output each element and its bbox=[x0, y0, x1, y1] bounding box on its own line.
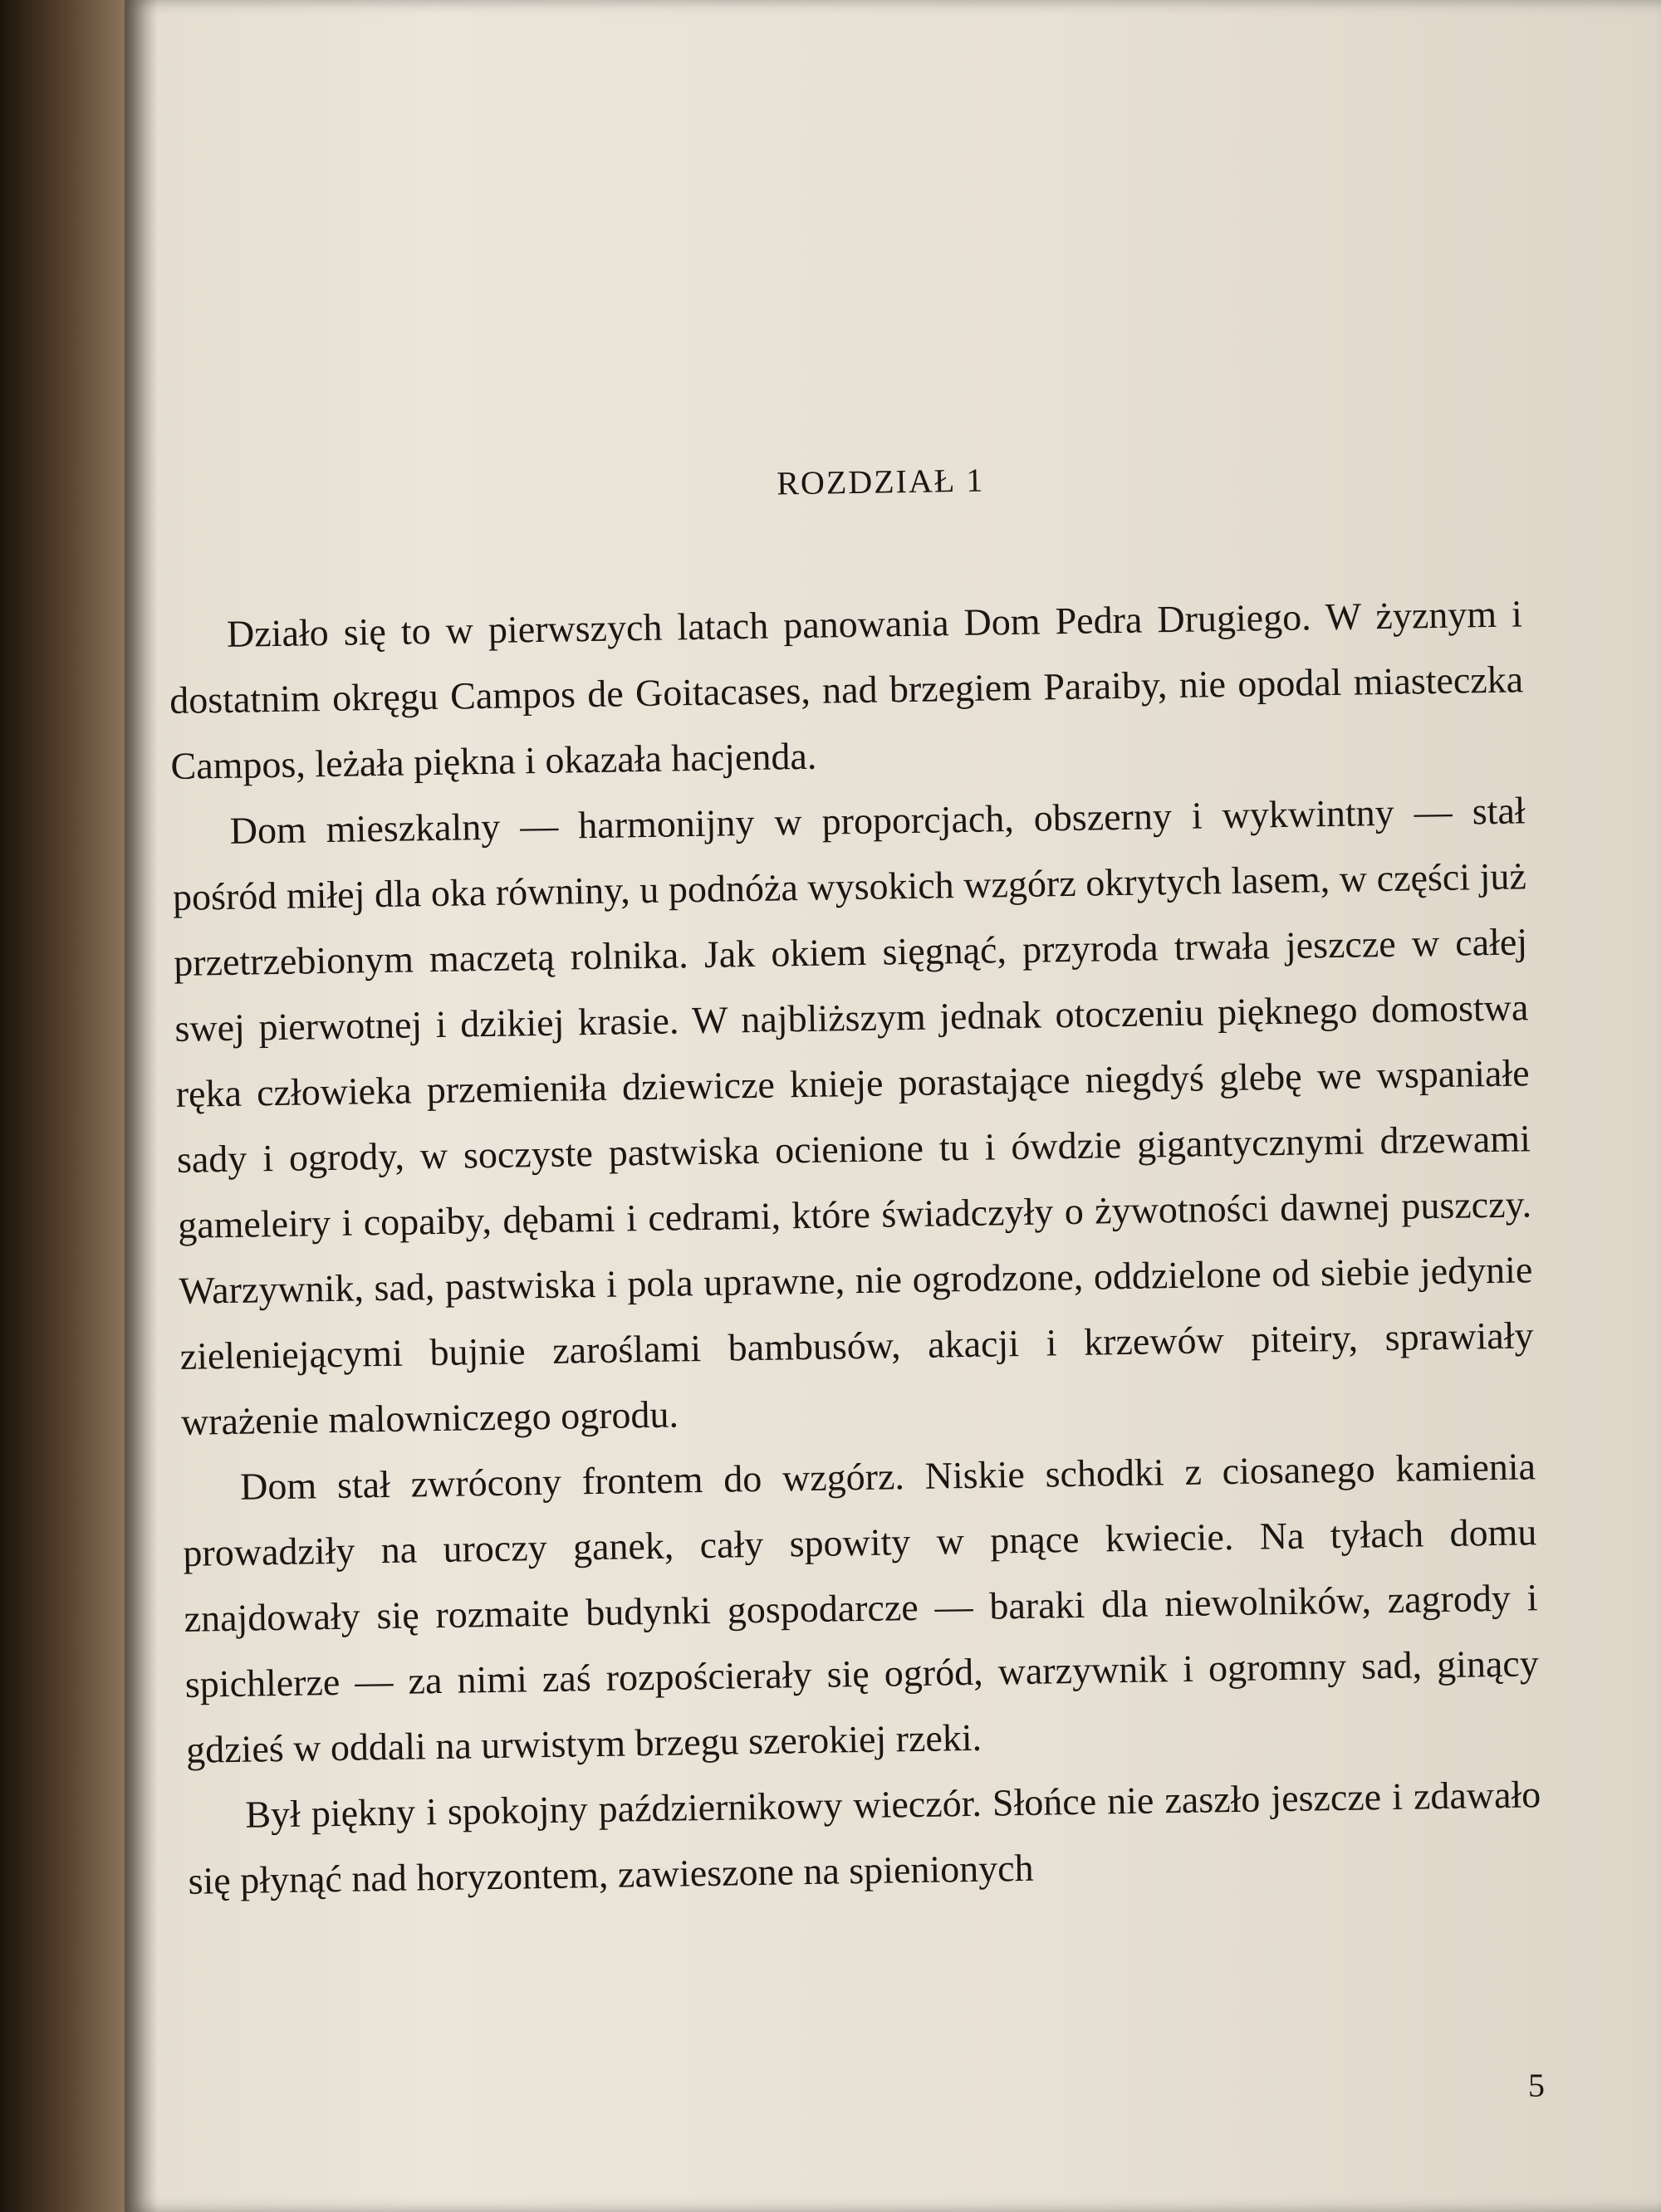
chapter-title: ROZDZIAŁ 1 bbox=[776, 461, 985, 502]
page-number: 5 bbox=[1528, 2067, 1545, 2104]
spine-shadow bbox=[125, 0, 158, 2212]
paragraph-3: Dom stał zwrócony frontem do wzgórz. Niskie schodki z ciosanego kamienia prowadziły na uroczy ganek, cały spowity w pnące kwiecie. Na tyłach domu znajdowały się rozmaite budynki gospodarcze — baraki dla niewolników, zagrody i spichlerze — za nimi zaś rozpościerały się ogród, warzywnik i ogromny sad, ginący gdzieś w oddali na urwistym brzegu szerokiej rzeki. bbox=[183, 1445, 1540, 1771]
paragraph-4: Był piękny i spokojny październikowy wieczór. Słońce nie zaszło jeszcze i zdawało się płynąć nad horyzontem, zawieszone na spienionych bbox=[188, 1773, 1541, 1902]
left-page-edge bbox=[0, 0, 125, 2212]
page-text bbox=[166, 452, 1542, 1913]
paragraph-1: Działo się to w pierwszych latach panowania Dom Pedra Drugiego. W żyznym i dostatnim okręgu Campos de Goitacases, nad brzegiem Paraiby, nie opodal miasteczka Campos, leżała piękna i okazała hacjenda. bbox=[169, 592, 1524, 787]
paragraph-2: Dom mieszkalny — harmonijny w proporcjach, obszerny i wykwintny — stał pośród miłej dla oka równiny, u podnóża wysokich wzgórz okrytych lasem, w części już przetrzebionym maczetą rolnika. Jak okiem sięgnąć, przyroda trwała jeszcze w całej swej pierwotnej i dzikiej krasie. W najbliższym jednak otoczeniu pięknego domostwa ręka człowieka przemieniła dziewicze knieje porastające niegdyś glebę we wspaniałe sady i ogrody, w soczyste pastwiska ocienione tu i ówdzie gigantycznymi drzewami gameleiry i copaiby, dębami i cedrami, które świadczyły o żywotności dawnej puszczy. Warzywnik, sad, pastwiska i pola uprawne, nie ogrodzone, oddzielone od siebie jedynie zieleniejącymi bujnie zaroślami bambusów, akacji i krzewów piteiry, sprawiały wrażenie malowniczego ogrodu. bbox=[172, 789, 1534, 1443]
